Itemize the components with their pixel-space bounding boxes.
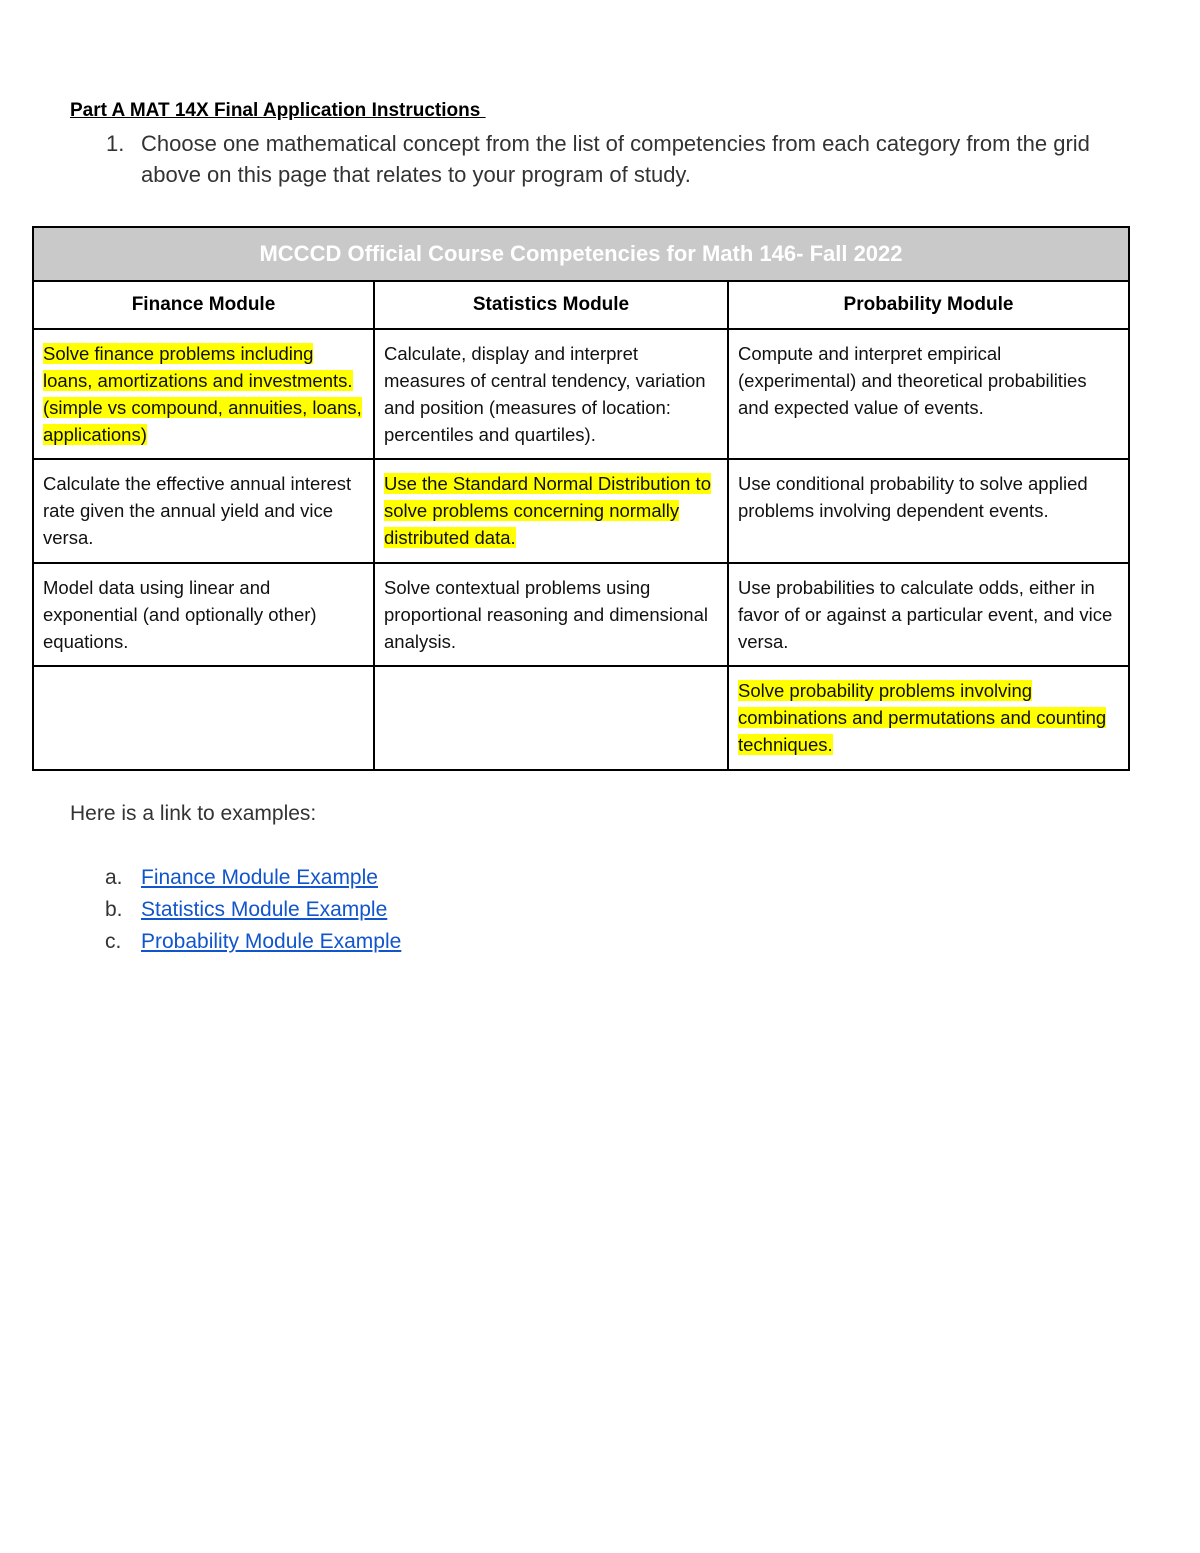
- list-item: [105, 862, 401, 894]
- table-title: MCCCD Official Course Competencies for Math 146- Fall 2022: [33, 227, 1129, 281]
- link-intro: Here is a link to examples:: [70, 802, 317, 825]
- cell-text: Compute and interpret empirical (experimental) and theoretical probabilities and expected value of events.: [738, 343, 1087, 418]
- table-row: [33, 329, 1129, 459]
- statistics-example-link[interactable]: Statistics Module Example: [141, 898, 388, 921]
- table-cell: [728, 459, 1129, 563]
- table-cell: [374, 329, 728, 459]
- example-links-list: [105, 862, 401, 958]
- table-cell: [374, 666, 728, 770]
- cell-text: Solve contextual problems using proportional reasoning and dimensional analysis.: [384, 577, 708, 652]
- table-cell: [728, 563, 1129, 666]
- cell-text: Model data using linear and exponential (and optionally other) equations.: [43, 577, 317, 652]
- instruction-number: 1.: [106, 131, 125, 156]
- cell-text: Use conditional probability to solve applied problems involving dependent events.: [738, 473, 1088, 521]
- table-cell: [374, 563, 728, 666]
- cell-text: Use probabilities to calculate odds, either in favor of or against a particular event, and vice versa.: [738, 577, 1113, 652]
- competencies-table: [32, 226, 1130, 771]
- column-header-probability: Probability Module: [728, 281, 1129, 329]
- list-marker: a.: [105, 866, 123, 889]
- cell-text: Calculate, display and interpret measures of central tendency, variation and position (measures of location: percentiles and quartiles).: [384, 343, 706, 445]
- probability-example-link[interactable]: Probability Module Example: [141, 930, 402, 953]
- table-row: [33, 666, 1129, 770]
- table-cell: [33, 666, 374, 770]
- list-marker: b.: [105, 898, 123, 921]
- list-item: [105, 926, 401, 958]
- table-cell: [33, 329, 374, 459]
- table-cell: [374, 459, 728, 563]
- list-marker: c.: [105, 930, 122, 953]
- table-row: [33, 459, 1129, 563]
- cell-text: Use the Standard Normal Distribution to solve problems concerning normally distributed data.: [384, 473, 711, 548]
- cell-text: Solve finance problems including loans, amortizations and investments. (simple vs compound, annuities, loans, applications): [43, 343, 362, 445]
- list-item: [105, 894, 401, 926]
- cell-text: Solve probability problems involving combinations and permutations and counting techniques.: [738, 680, 1107, 755]
- instruction-text: Choose one mathematical concept from the list of competencies from each category from the grid above on this page that relates to your program of study.: [141, 131, 1090, 187]
- table-cell: [728, 666, 1129, 770]
- table-cell: [33, 459, 374, 563]
- column-header-statistics: Statistics Module: [374, 281, 728, 329]
- instruction-item: [70, 128, 1130, 190]
- column-header-finance: Finance Module: [33, 281, 374, 329]
- page-heading: Part A MAT 14X Final Application Instructions: [70, 100, 486, 121]
- table-cell: [33, 563, 374, 666]
- cell-text: Calculate the effective annual interest rate given the annual yield and vice versa.: [43, 473, 352, 548]
- finance-example-link[interactable]: Finance Module Example: [141, 866, 378, 889]
- table-row: [33, 563, 1129, 666]
- table-cell: [728, 329, 1129, 459]
